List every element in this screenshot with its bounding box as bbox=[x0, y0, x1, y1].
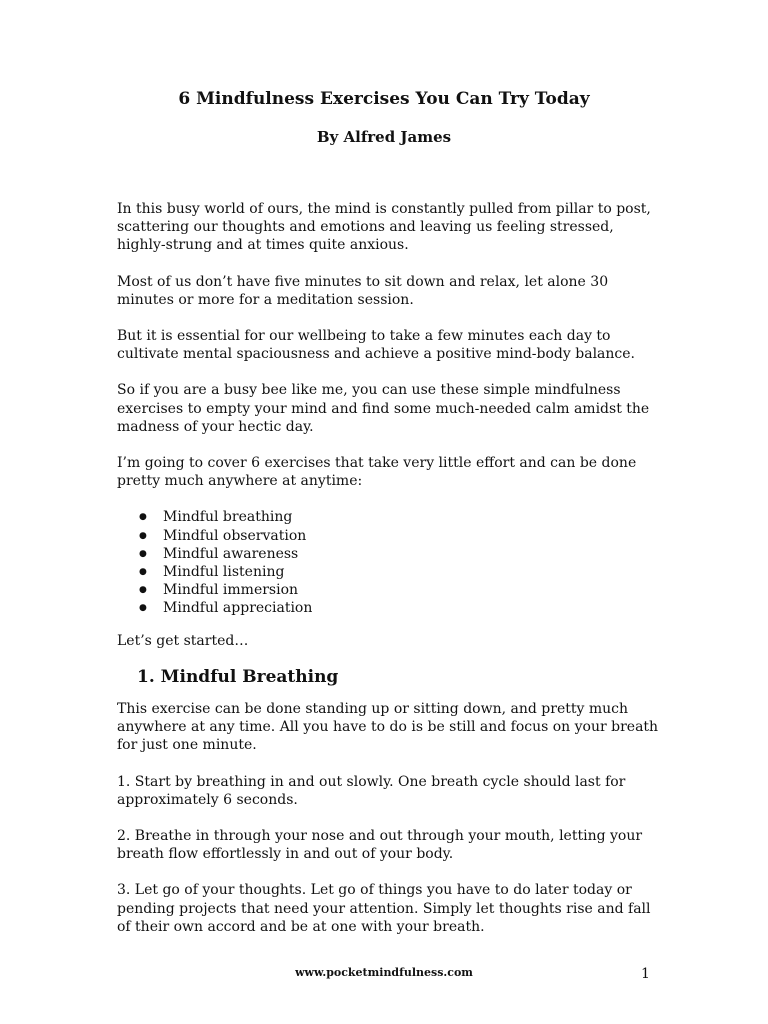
section-heading: 1. Mindful Breathing bbox=[137, 666, 339, 687]
bullet-icon: ● bbox=[139, 567, 147, 578]
document-author: By Alfred James bbox=[316, 128, 452, 146]
intro-paragraph: Most of us don’t have five minutes to sit down and relax, let alone 30 minutes or more for a meditation session. bbox=[117, 273, 609, 308]
list-item bbox=[139, 563, 662, 581]
list-item-label: Mindful immersion bbox=[163, 582, 299, 599]
document-title: 6 Mindfulness Exercises You Can Try Today bbox=[178, 89, 590, 109]
list-item bbox=[139, 545, 662, 563]
bullet-icon: ● bbox=[139, 512, 147, 523]
intro-paragraph: In this busy world of ours, the mind is constantly pulled from pillar to post, scattering our thoughts and emotions and leaving us feeling stressed, highly-strung and at times quite anxious. bbox=[117, 201, 651, 254]
intro-paragraph: But it is essential for our wellbeing to take a few minutes each day to cultivate mental spaciousness and achieve a positive mind-body balance. bbox=[117, 328, 635, 363]
list-item bbox=[139, 581, 662, 599]
bullet-icon: ● bbox=[139, 585, 147, 596]
list-item-label: Mindful awareness bbox=[163, 545, 299, 562]
exercise-list bbox=[117, 508, 662, 617]
list-item bbox=[139, 599, 662, 617]
bullet-icon: ● bbox=[139, 530, 147, 541]
section-paragraph: 1. Start by breathing in and out slowly. One breath cycle should last for approximately 6 seconds. bbox=[117, 773, 626, 808]
bullet-icon: ● bbox=[139, 548, 147, 559]
list-item bbox=[139, 508, 662, 526]
footer-url: www.pocketmindfulness.com bbox=[295, 966, 473, 979]
list-item-label: Mindful appreciation bbox=[163, 600, 313, 617]
section-paragraph: 2. Breathe in through your nose and out through your mouth, letting your breath flow effortlessly in and out of your body. bbox=[117, 828, 643, 863]
list-item-label: Mindful observation bbox=[163, 527, 307, 544]
list-item-label: Mindful listening bbox=[163, 564, 285, 581]
document-body bbox=[117, 200, 662, 954]
section-paragraph: This exercise can be done standing up or sitting down, and pretty much anywhere at any time. All you have to do is be still and focus on your breath for just one minute. bbox=[117, 701, 659, 754]
intro-paragraph: I’m going to cover 6 exercises that take very little effort and can be done pretty much anywhere at anytime: bbox=[117, 455, 637, 490]
section-paragraph: 3. Let go of your thoughts. Let go of things you have to do later today or pending projects that need your attention. Simply let thoughts rise and fall of their own accord and be at one with your breath. bbox=[117, 882, 651, 935]
bullet-icon: ● bbox=[139, 603, 147, 614]
page-number: 1 bbox=[641, 966, 650, 982]
lets-start-text: Let’s get started… bbox=[117, 632, 249, 649]
intro-paragraph: So if you are a busy bee like me, you can use these simple mindfulness exercises to empty your mind and find some much-needed calm amidst the madness of your hectic day. bbox=[117, 382, 650, 435]
list-item-label: Mindful breathing bbox=[163, 509, 293, 526]
list-item bbox=[139, 527, 662, 545]
